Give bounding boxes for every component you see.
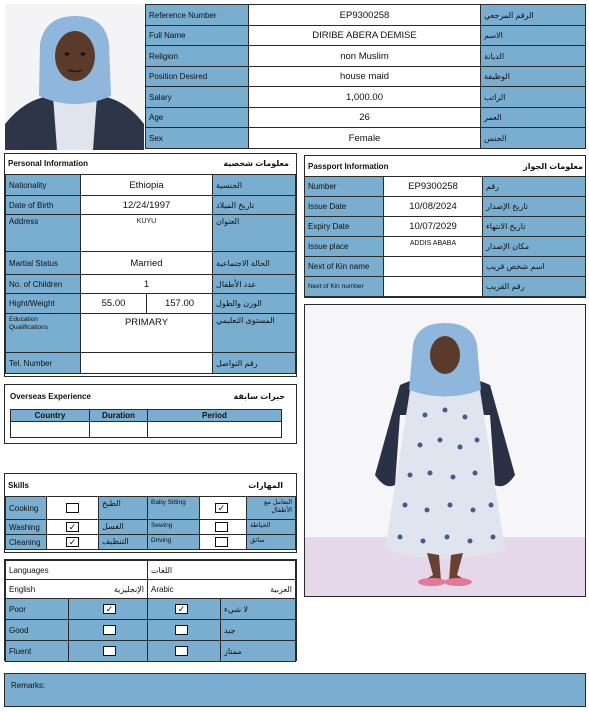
personal-label-ar-marital: الحالة الاجتماعية	[212, 251, 296, 275]
passport-label-ar-kin_number: رقم القريب	[482, 276, 586, 297]
personal-label-ar-nationality: الجنسية	[212, 174, 296, 196]
top-label-ar-sex: الجنس	[480, 127, 586, 149]
passport-value-number: EP9300258	[383, 176, 483, 197]
language-level-good: Good	[5, 619, 69, 641]
personal-label-ar-address: العنوان	[212, 214, 296, 252]
personal-value-nationality: Ethiopia	[80, 174, 213, 196]
personal-value-weight: 55.00	[80, 293, 147, 314]
language-header-english	[5, 579, 148, 599]
skill-label-ar-driving: سائق	[246, 534, 296, 550]
language-arabic-checkbox-poor[interactable]: ✓	[175, 604, 188, 614]
top-value-full_name: DIRIBE ABERA DEMISE	[248, 25, 481, 46]
overseas-title-ar: خبرات سابقة	[233, 391, 285, 401]
top-label-ar-salary: الراتب	[480, 86, 586, 108]
passport-label-ar-issue_date: تاريخ الإصدار	[482, 196, 586, 217]
top-label-ar-full_name: الاسم	[480, 25, 586, 46]
personal-label-height_weight: Hight/Weight	[5, 293, 81, 314]
passport-info-title-ar: معلومات الجواز	[523, 161, 583, 171]
passport-label-expiry_date: Expiry Date	[304, 216, 384, 237]
skills-title: Skills	[8, 480, 29, 490]
language-english-checkbox-poor[interactable]: ✓	[103, 604, 116, 614]
skill-label-cleaning: Cleaning	[5, 534, 47, 550]
top-value-reference_number: EP9300258	[248, 4, 481, 26]
overseas-col-period: Period	[147, 409, 282, 422]
personal-value-height: 157.00	[146, 293, 213, 314]
passport-label-number: Number	[304, 176, 384, 197]
personal-label-address: Address	[5, 214, 81, 252]
top-value-position: house maid	[248, 66, 481, 87]
languages-title: Languages	[5, 560, 148, 580]
language-level-fluent: Fluent	[5, 640, 69, 662]
top-label-ar-religion: الديانة	[480, 45, 586, 67]
top-label-age: Age	[145, 107, 249, 128]
passport-label-ar-kin_name: اسم شخص قريب	[482, 256, 586, 277]
skill-checkbox-cooking[interactable]	[66, 503, 79, 513]
top-value-sex: Female	[248, 127, 481, 149]
skill-checkbox-sewing[interactable]	[215, 522, 228, 532]
skill-label-ar-baby: التعامل مع الأطفال	[246, 496, 296, 520]
skill-label-ar-washing: الغسل	[98, 519, 148, 535]
language-arabic-checkbox-good[interactable]	[175, 625, 188, 635]
personal-value-dob: 12/24/1997	[80, 195, 213, 215]
top-label-full_name: Full Name	[145, 25, 249, 46]
passport-value-expiry_date: 10/07/2029	[383, 216, 483, 237]
top-label-position: Position Desired	[145, 66, 249, 87]
skill-checkbox-cleaning[interactable]: ✓	[66, 537, 79, 547]
top-value-age: 26	[248, 107, 481, 128]
top-value-religion: non Muslim	[248, 45, 481, 67]
top-label-ar-reference_number: الرقم المرجعي	[480, 4, 586, 26]
portrait-photo	[5, 4, 144, 150]
passport-label-issue_place: Issue place	[304, 236, 384, 257]
skill-label-ar-cooking: الطبخ	[98, 496, 148, 520]
personal-info-title-ar: معلومات شخصية	[223, 158, 289, 168]
passport-info-title: Passport Information	[308, 161, 389, 171]
personal-label-ar-tel: رقم التواصل	[212, 352, 296, 374]
overseas-col-duration: Duration	[89, 409, 148, 422]
top-label-religion: Religion	[145, 45, 249, 67]
passport-label-ar-issue_place: مكان الإصدار	[482, 236, 586, 257]
language-english-checkbox-fluent[interactable]	[103, 646, 116, 656]
language-arabic-label: Arabic	[151, 584, 174, 594]
skills-title-ar: المهارات	[248, 480, 283, 490]
personal-label-tel: Tel. Number	[5, 352, 81, 374]
overseas-cell-duration	[89, 421, 148, 438]
personal-value-tel	[80, 352, 213, 374]
language-arabic-checkbox-fluent[interactable]	[175, 646, 188, 656]
top-value-salary: 1,000.00	[248, 86, 481, 108]
personal-label-children: No. of Children	[5, 274, 81, 294]
personal-label-ar-children: عدد الأطفال	[212, 274, 296, 294]
passport-value-issue_place: ADDIS ABABA	[383, 236, 483, 257]
personal-info-title: Personal Information	[8, 158, 89, 168]
personal-label-marital: Martial Status	[5, 251, 81, 275]
language-english-checkbox-good[interactable]	[103, 625, 116, 635]
personal-label-ar-dob: تاريخ الميلاد	[212, 195, 296, 215]
skill-label-baby: Baby Sitting	[147, 496, 200, 520]
skill-label-ar-sewing: الخياطة	[246, 519, 296, 535]
personal-label-ar-education: المستوى التعليمي	[212, 313, 296, 353]
top-label-ar-position: الوظيفة	[480, 66, 586, 87]
personal-label-ar-height_weight: الوزن والطول	[212, 293, 296, 314]
language-english-label-ar: الإنجليزية	[113, 584, 144, 594]
skill-label-cooking: Cooking	[5, 496, 47, 520]
language-arabic-label-ar: العربية	[270, 584, 292, 594]
top-label-sex: Sex	[145, 127, 249, 149]
overseas-cell-period	[147, 421, 282, 438]
overseas-cell-country	[10, 421, 90, 438]
passport-value-kin_number	[383, 276, 483, 297]
remarks-label: Remarks:	[11, 681, 46, 690]
personal-value-children: 1	[80, 274, 213, 294]
skill-label-ar-cleaning: التنظيف	[98, 534, 148, 550]
top-label-reference_number: Reference Number	[145, 4, 249, 26]
personal-label-nationality: Nationality	[5, 174, 81, 196]
languages-title-ar: اللغات	[147, 560, 296, 580]
language-english-label: English	[9, 584, 36, 594]
personal-value-education: PRIMARY	[80, 313, 213, 353]
personal-value-marital: Married	[80, 251, 213, 275]
personal-label-education: Education Qualifications	[5, 313, 81, 353]
full-body-photo	[304, 304, 586, 597]
language-header-arabic	[147, 579, 296, 599]
passport-label-kin_name: Next of Kin name	[304, 256, 384, 277]
skill-checkbox-driving[interactable]	[215, 537, 228, 547]
top-label-salary: Salary	[145, 86, 249, 108]
personal-label-dob: Date of Birth	[5, 195, 81, 215]
remarks-box	[4, 673, 586, 707]
top-label-ar-age: العمر	[480, 107, 586, 128]
language-level-ar-poor: لا شيء	[220, 598, 296, 620]
skill-label-washing: Washing	[5, 519, 47, 535]
skill-checkbox-washing[interactable]: ✓	[66, 522, 79, 532]
personal-value-address: KUYU	[80, 214, 213, 252]
passport-value-issue_date: 10/08/2024	[383, 196, 483, 217]
overseas-title: Overseas Experience	[10, 391, 91, 401]
overseas-col-country: Country	[10, 409, 90, 422]
passport-label-kin_number: Next of Kin number	[304, 276, 384, 297]
language-level-ar-good: جيد	[220, 619, 296, 641]
passport-label-ar-number: رقم	[482, 176, 586, 197]
passport-label-issue_date: Issue Date	[304, 196, 384, 217]
skill-label-driving: Driving	[147, 534, 200, 550]
language-level-poor: Poor	[5, 598, 69, 620]
skill-checkbox-baby[interactable]: ✓	[215, 503, 228, 513]
language-level-ar-fluent: ممتاز	[220, 640, 296, 662]
passport-value-kin_name	[383, 256, 483, 277]
skill-label-sewing: Sewing	[147, 519, 200, 535]
passport-label-ar-expiry_date: تاريخ الانتهاء	[482, 216, 586, 237]
